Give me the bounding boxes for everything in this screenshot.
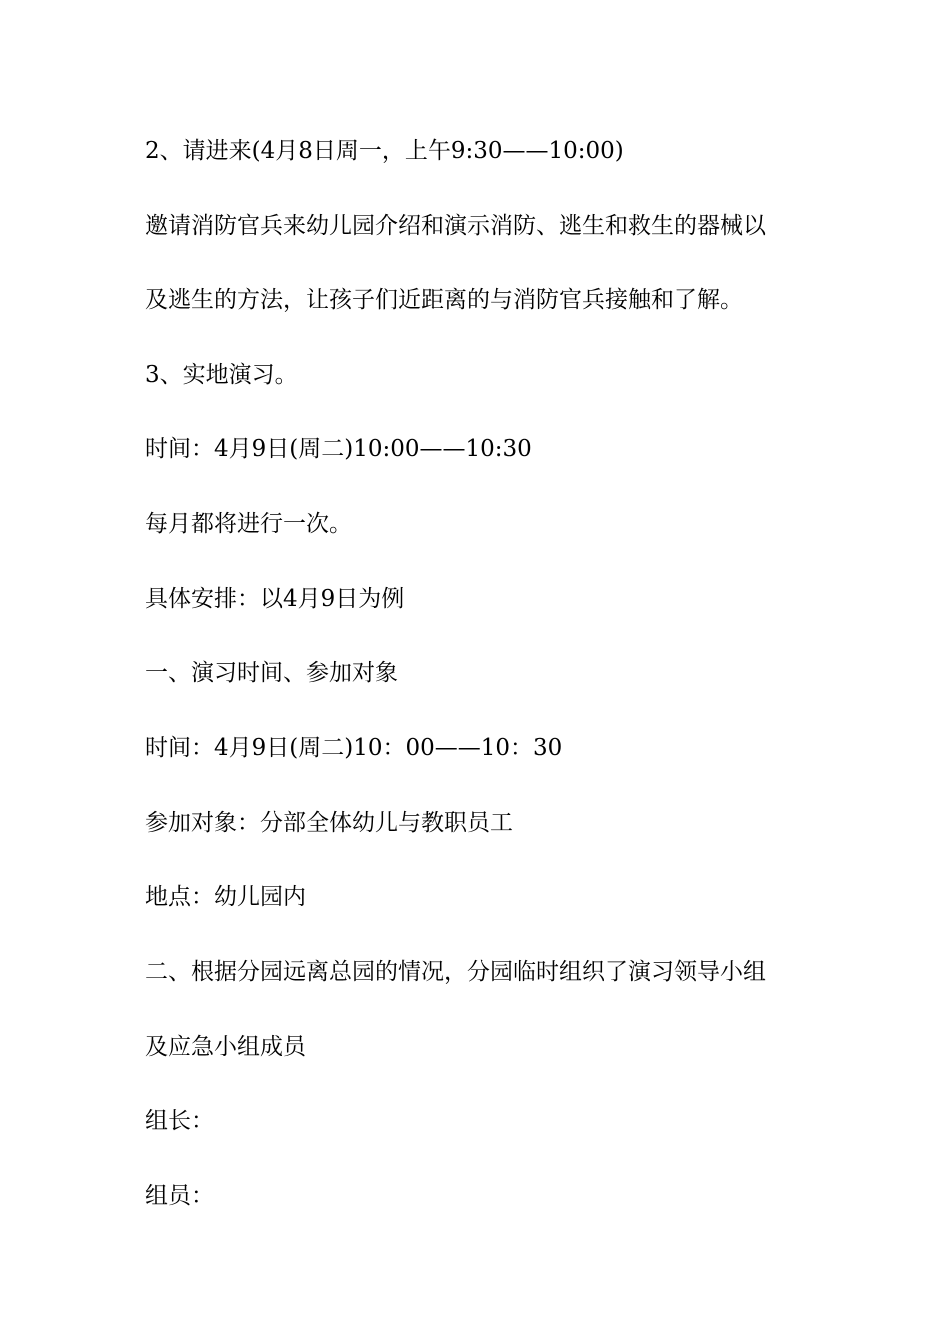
text-line: 地点：幼儿园内 [145, 884, 306, 910]
text-line: 组长： [145, 1108, 214, 1134]
text-line: 时间：4月9日(周二)10：00——10：30 [145, 735, 563, 761]
text-line: 每月都将进行一次。 [145, 511, 352, 537]
text-line: 二、根据分园远离总园的情况，分园临时组织了演习领导小组 [145, 959, 766, 985]
text-line: 及逃生的方法，让孩子们近距离的与消防官兵接触和了解。 [145, 287, 743, 313]
text-line: 及应急小组成员 [145, 1034, 306, 1060]
text-line: 参加对象：分部全体幼儿与教职员工 [145, 810, 513, 836]
text-line: 2、请进来(4月8日周一，上午9:30——10:00) [145, 138, 624, 164]
text-line: 邀请消防官兵来幼儿园介绍和演示消防、逃生和救生的器械以 [145, 213, 766, 239]
text-line: 组员： [145, 1183, 214, 1209]
text-line: 3、实地演习。 [145, 362, 298, 388]
text-line: 具体安排：以4月9日为例 [145, 586, 405, 612]
text-line: 一、演习时间、参加对象 [145, 660, 398, 686]
text-line: 时间：4月9日(周二)10:00——10:30 [145, 436, 532, 462]
